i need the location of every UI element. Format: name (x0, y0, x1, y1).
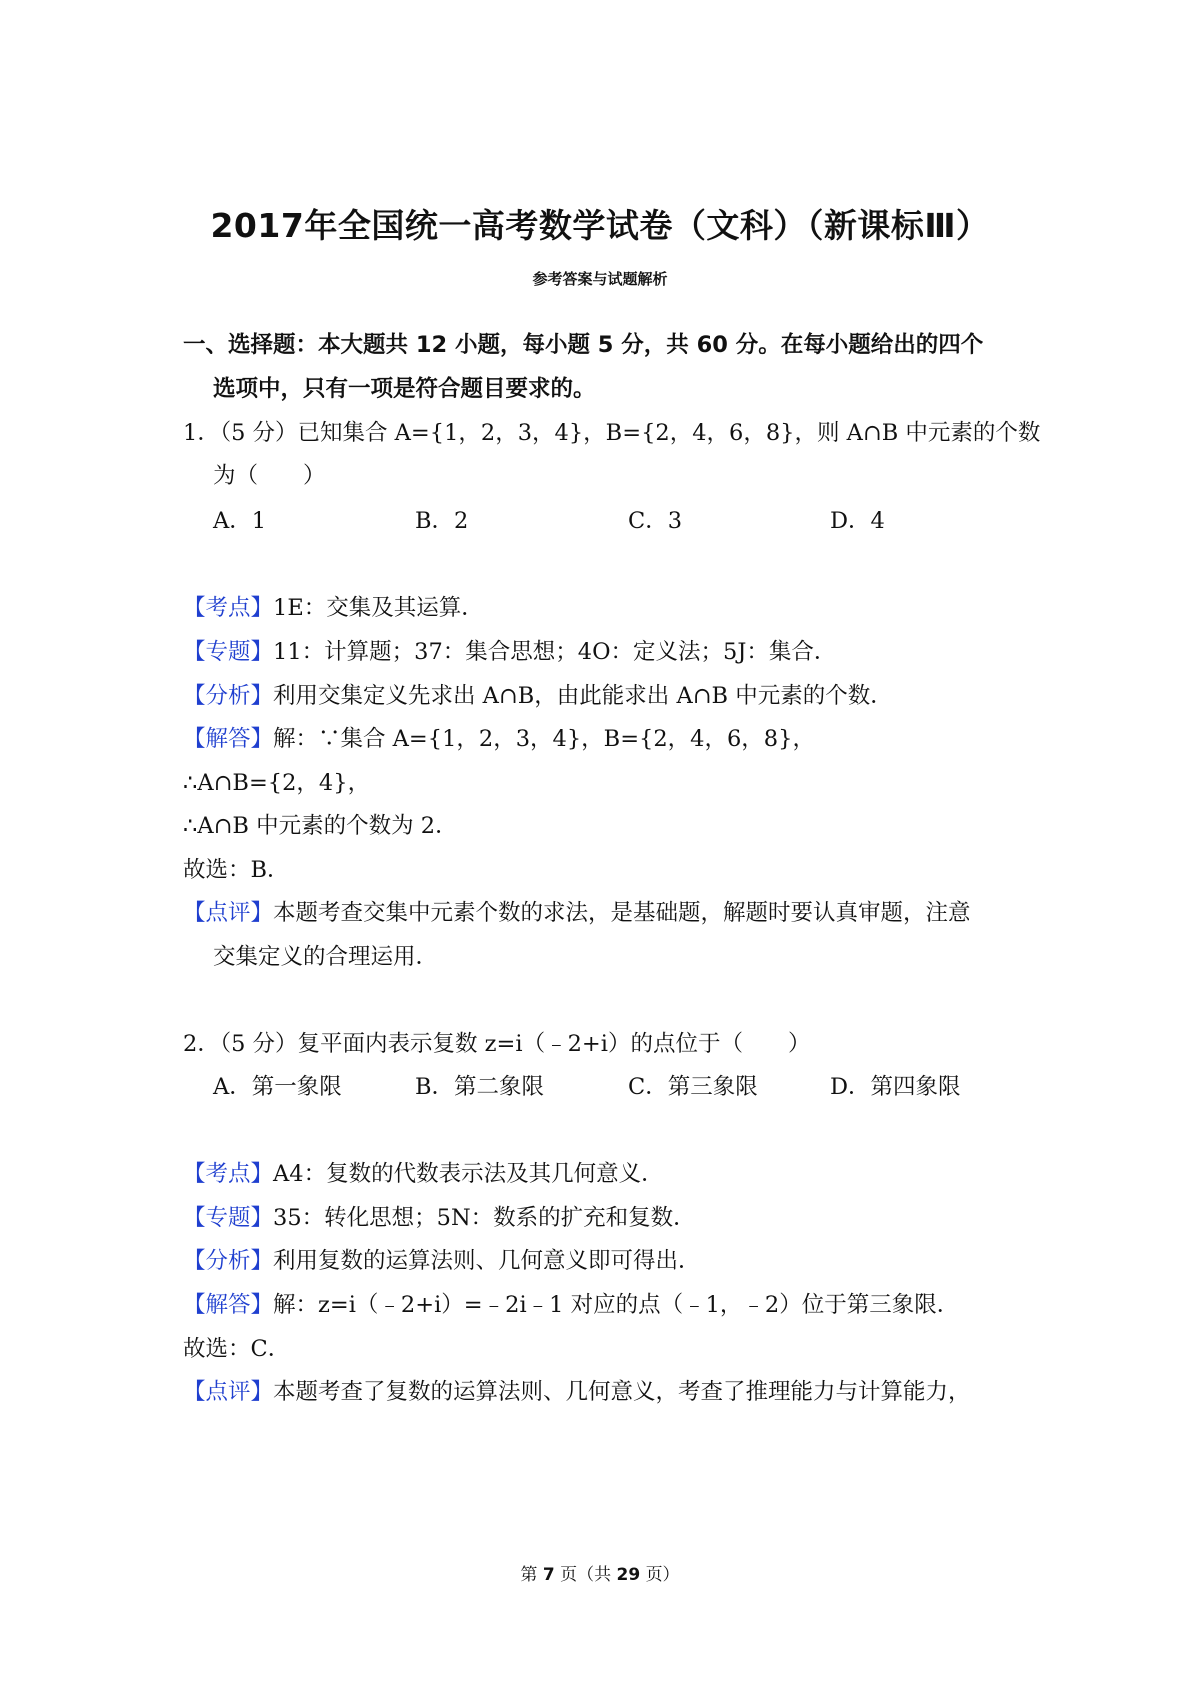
q2-option-a: A．第一象限 (213, 1074, 342, 1100)
q2-option-d: D．第四象限 (830, 1074, 961, 1100)
q1-stem: 1．（5 分）已知集合 A={1，2，3，4}，B={2，4，6，8}，则 A∩B 中元素的个数 (183, 420, 1041, 446)
jieda-text: 解：∵集合 A={1，2，3，4}，B={2，4，6，8}， (273, 726, 815, 752)
footer-mid: 页（共 (560, 1565, 612, 1585)
dianping-text: 本题考查交集中元素个数的求法，是基础题，解题时要认真审题，注意 (273, 900, 971, 926)
q1-answer: 故选：B． (183, 857, 290, 883)
q2-fenxi (183, 1250, 701, 1273)
jieda-tag: 【解答】 (183, 726, 274, 752)
page-subtitle: 参考答案与试题解析 (532, 270, 668, 288)
fenxi-text: 利用复数的运算法则、几何意义即可得出． (273, 1248, 701, 1274)
q2-option-c: C．第三象限 (628, 1074, 758, 1100)
fenxi-tag: 【分析】 (183, 1248, 274, 1274)
page-title: 2017年全国统一高考数学试卷（文科）（新课标Ⅲ） (210, 206, 990, 245)
footer-total-pages: 29 (616, 1565, 641, 1585)
page-footer (0, 1560, 1200, 1585)
q1-option-b: B．2 (415, 508, 469, 534)
fenxi-text: 利用交集定义先求出 A∩B，由此能求出 A∩B 中元素的个数． (273, 683, 893, 709)
q1-zhuanti (183, 641, 836, 664)
zhuanti-text: 11：计算题；37：集合思想；4O：定义法；5J：集合． (273, 639, 837, 665)
kaodian-text: 1E：交集及其运算． (273, 595, 484, 621)
q1-step1: ∴A∩B={2，4}， (183, 770, 371, 796)
kaodian-tag: 【考点】 (183, 1161, 274, 1187)
footer-post: 页） (645, 1565, 680, 1585)
section-heading-cont: 选项中，只有一项是符合题目要求的。 (213, 376, 596, 402)
q2-answer: 故选：C． (183, 1336, 291, 1362)
q2-dianping (183, 1381, 971, 1404)
q1-kaodian (183, 597, 484, 620)
q2-jieda (183, 1294, 959, 1317)
q2-option-b: B．第二象限 (415, 1074, 545, 1100)
dianping-tag: 【点评】 (183, 1379, 274, 1405)
q1-step2: ∴A∩B 中元素的个数为 2． (183, 813, 458, 839)
footer-page-number: 7 (542, 1565, 555, 1585)
zhuanti-tag: 【专题】 (183, 1205, 274, 1231)
dianping-tag: 【点评】 (183, 900, 274, 926)
q1-fenxi (183, 685, 893, 708)
q2-zhuanti (183, 1207, 696, 1230)
q1-stem-cont: 为（ ） (213, 463, 326, 489)
dianping-text: 本题考查了复数的运算法则、几何意义，考查了推理能力与计算能力， (273, 1379, 971, 1405)
kaodian-tag: 【考点】 (183, 595, 274, 621)
q2-kaodian (183, 1163, 664, 1186)
fenxi-tag: 【分析】 (183, 683, 274, 709)
jieda-text: 解：z=i（﹣2+i）=﹣2i﹣1 对应的点（﹣1，﹣2）位于第三象限． (273, 1292, 960, 1318)
zhuanti-text: 35：转化思想；5N：数系的扩充和复数． (273, 1205, 696, 1231)
q1-jieda (183, 728, 815, 751)
q1-dianping-cont: 交集定义的合理运用． (213, 944, 439, 970)
q1-option-a: A．1 (213, 508, 267, 534)
q1-dianping (183, 902, 971, 925)
q1-option-c: C．3 (628, 508, 683, 534)
q1-option-d: D．4 (830, 508, 885, 534)
section-heading: 一、选择题：本大题共 12 小题，每小题 5 分，共 60 分。在每小题给出的四个 (183, 332, 984, 358)
jieda-tag: 【解答】 (183, 1292, 274, 1318)
zhuanti-tag: 【专题】 (183, 639, 274, 665)
q2-stem: 2．（5 分）复平面内表示复数 z=i（﹣2+i）的点位于（ ） (183, 1031, 811, 1057)
footer-pre: 第 (520, 1565, 538, 1585)
kaodian-text: A4：复数的代数表示法及其几何意义． (273, 1161, 664, 1187)
